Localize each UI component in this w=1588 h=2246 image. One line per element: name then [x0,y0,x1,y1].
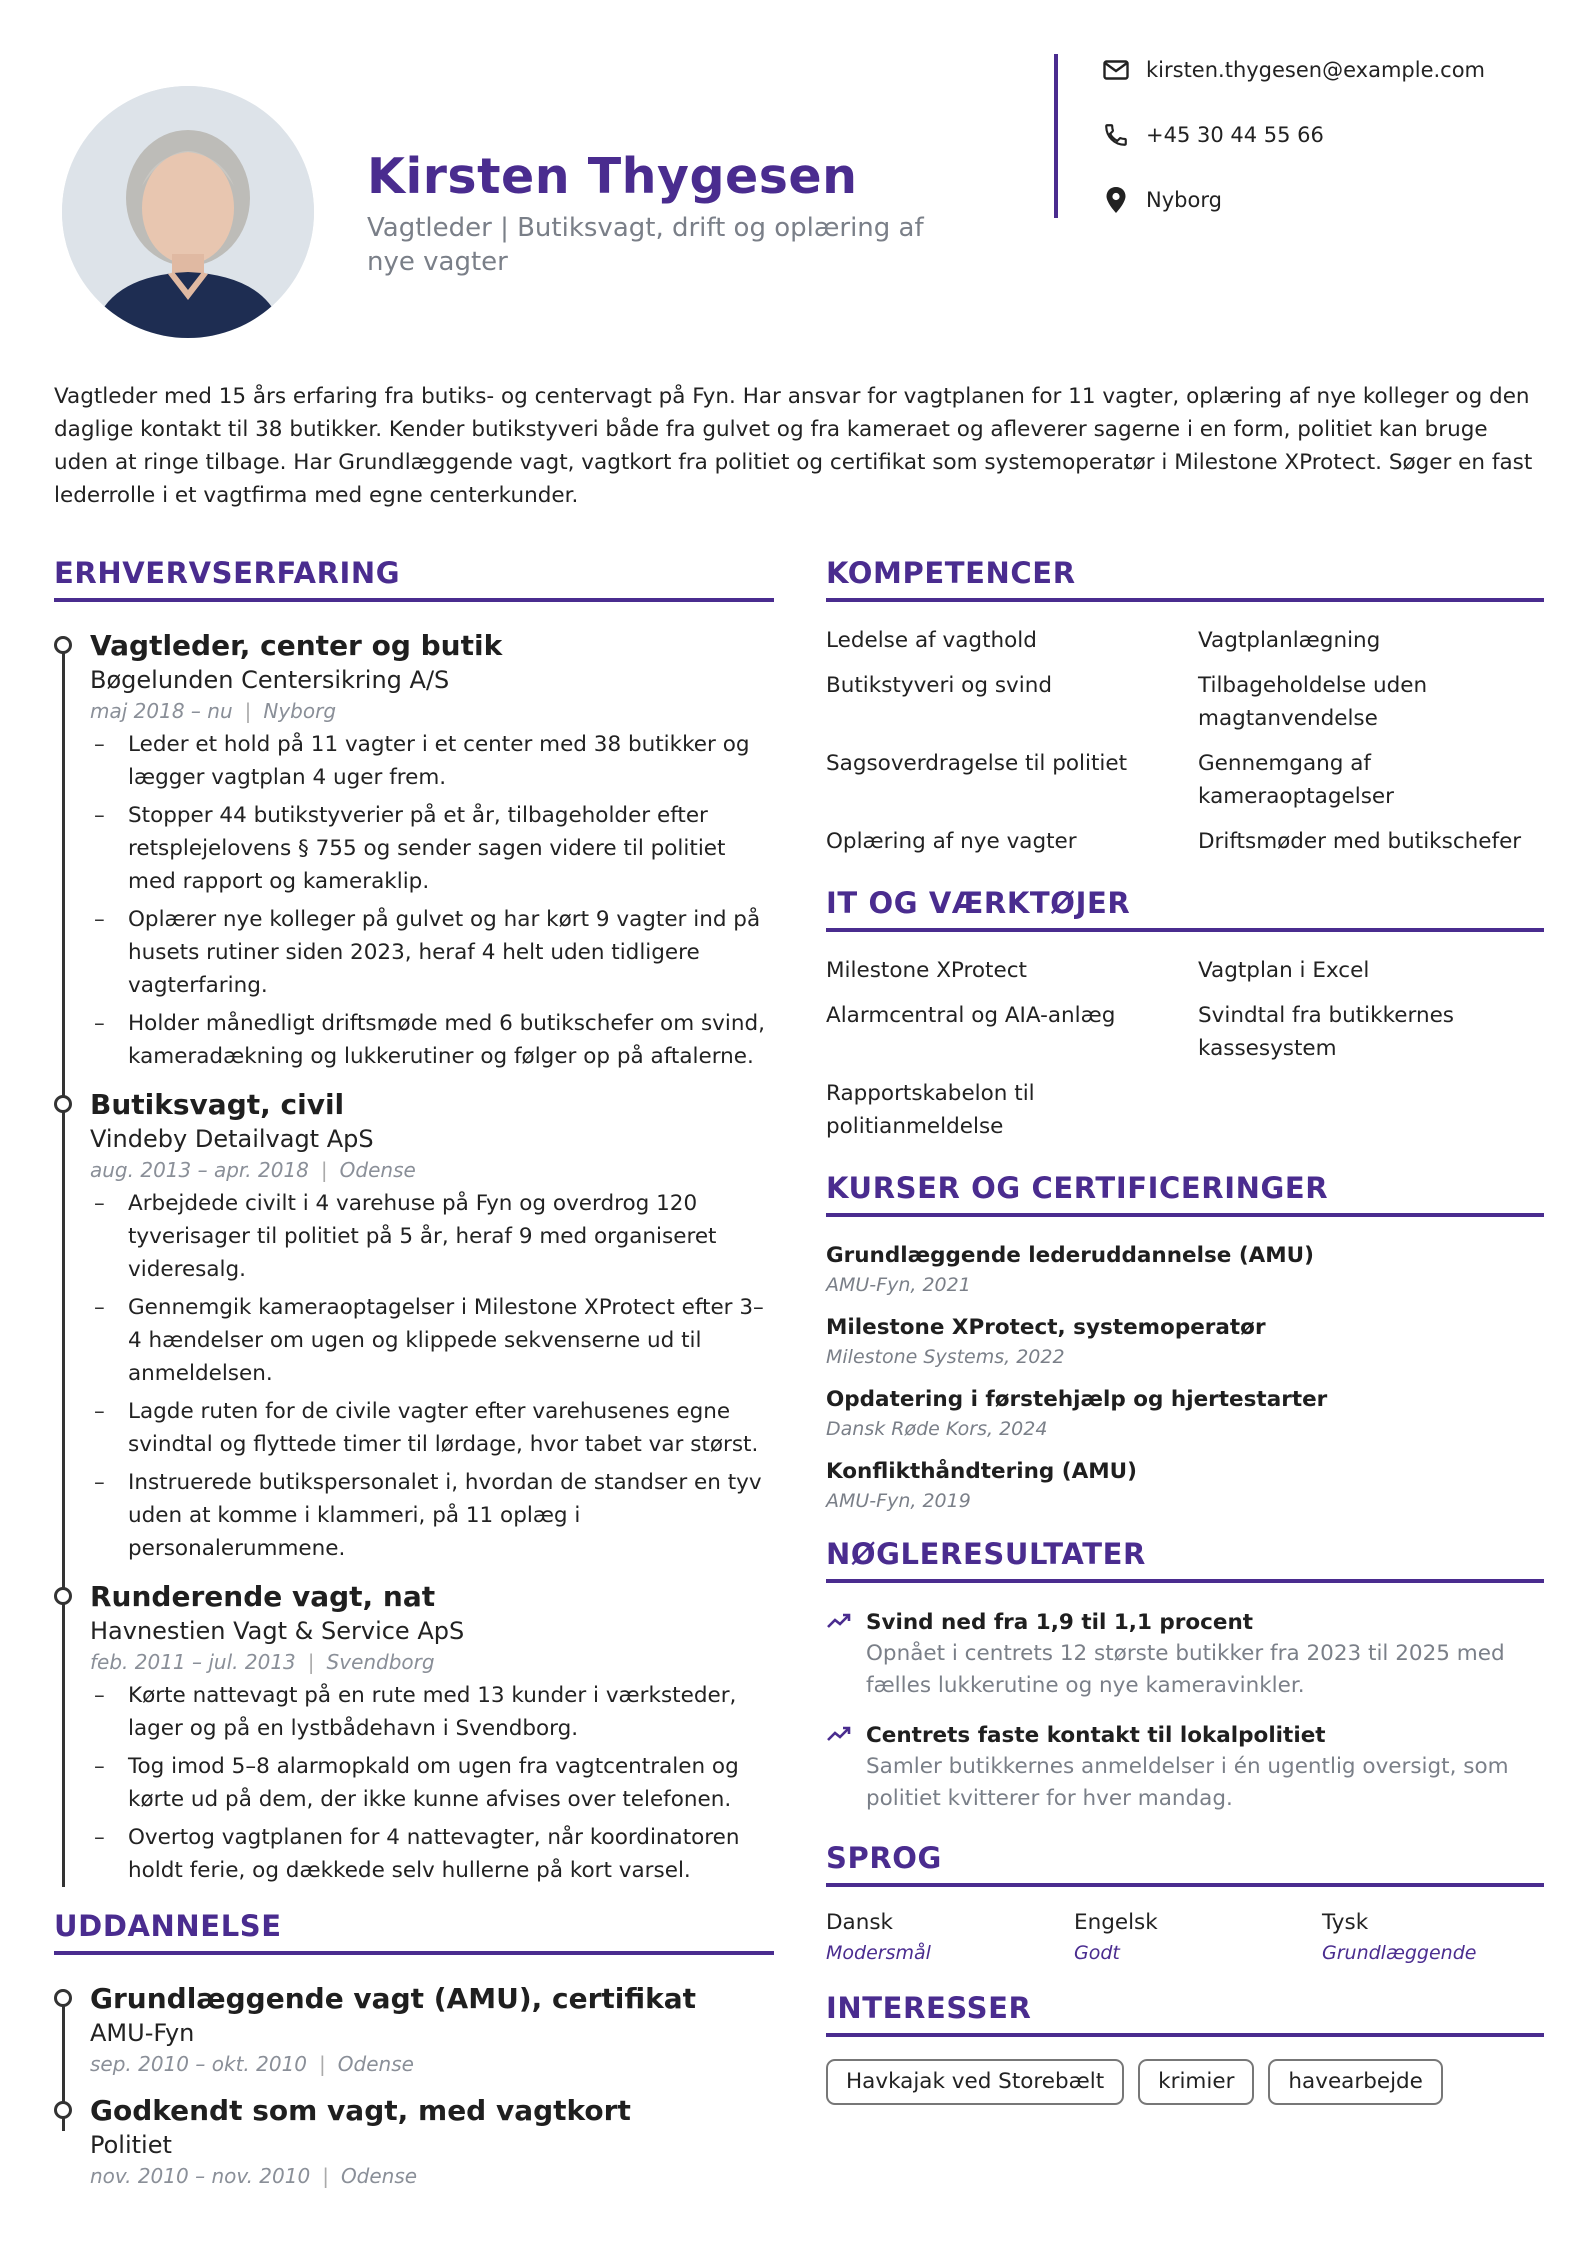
interest-chip: krimier [1138,2059,1254,2105]
phone-text: +45 30 44 55 66 [1146,123,1324,147]
job-entry [90,628,774,1073]
job-company: Bøgelunden Centersikring A/S [90,666,450,694]
course-meta: Dansk Røde Kors, 2024 [826,1418,1048,1440]
tool-item: Svindtal fra butikkernes kassesystem [1198,1003,1455,1061]
job-title: Vagtleder, center og butik [90,629,503,662]
skill-item: Vagtplanlægning [1198,628,1381,653]
result-title: Svind ned fra 1,9 til 1,1 procent [866,1610,1254,1635]
contact-list [1100,54,1485,249]
job-meta: maj 2018 – nu | Nyborg [90,699,337,723]
experience-heading: ERHVERVSERFARING [54,556,774,602]
bullet-item: – Arbejdede civilt i 4 varehuse på Fyn og overdrog 120 tyverisager til politiet på 5 år, heraf 9 med organiseret videresalg. [90,1187,774,1286]
languages-heading: SPROG [826,1841,1544,1887]
experience-timeline [54,628,774,1887]
education-entry [90,1981,774,2079]
course-name: Grundlæggende lederuddannelse (AMU) [826,1243,1314,1268]
bullet-item: – Oplærer nye kolleger på gulvet og har kørt 9 vagter ind på husets rutiner siden 2023, heraf 4 helt uden tidligere vagterfaring. [90,903,774,1002]
education-title: Godkendt som vagt, med vagtkort [90,2094,631,2127]
education-location: Odense [340,2164,418,2188]
education-dates: sep. 2010 – okt. 2010 [90,2052,308,2076]
courses-list [826,1241,1544,1515]
location-pin-icon [1100,184,1132,216]
phone-icon [1100,119,1132,151]
left-column [54,556,774,2205]
education-timeline [54,1981,774,2191]
result-item [826,1607,1544,1702]
timeline-dot [54,1095,72,1113]
bullet-item: – Overtog vagtplanen for 4 nattevagter, når koordinatoren holdt ferie, og dækkede selv hullerne på kort varsel. [90,1821,774,1887]
result-title: Centrets faste kontakt til lokalpolitiet [866,1723,1326,1748]
interest-chip: havearbejde [1268,2059,1443,2105]
language-item [1322,1907,1544,1967]
result-item [826,1720,1544,1815]
bullet-item: – Kørte nattevagt på en rute med 13 kunder i værksteder, lager og på en lystbådehavn i Svendborg. [90,1679,774,1745]
language-name: Engelsk [1074,1910,1158,1935]
skills-grid [826,624,1544,858]
skill-item: Oplæring af nye vagter [826,829,1077,854]
course-meta: AMU-Fyn, 2019 [826,1490,971,1512]
skills-heading: KOMPETENCER [826,556,1544,602]
headline: Vagtleder | Butiksvagt, drift og oplæring af nye vagter [367,213,924,277]
language-level: Godt [1074,1942,1120,1964]
skill-item: Gennemgang af kameraoptagelser [1198,751,1394,809]
job-entry [90,1087,774,1565]
results-list [826,1607,1544,1815]
tool-item: Milestone XProtect [826,958,1027,983]
skill-item: Tilbageholdelse uden magtanvendelse [1198,673,1428,731]
profile-summary: Vagtleder med 15 års erfaring fra butiks- og centervagt på Fyn. Har ansvar for vagtplanen for 11 vagter, oplæring af nye kolleger og den daglige kontakt til 38 butikker. Kender butikstyveri både fra gulvet og fra kameraet og afleverer sagerne i en form, politiet kan bruge uden at ringe tilbage. Har Grundlæggende vagt, vagtkort fra politiet og certifikat som systemoperatør i Milestone XProtect. Søger en fast lederrolle i et vagtfirma med egne centerkunder. [54,384,1533,508]
education-dates: nov. 2010 – nov. 2010 [90,2164,311,2188]
job-company: Havnestien Vagt & Service ApS [90,1617,465,1645]
skill-item: Sagsoverdragelse til politiet [826,751,1128,776]
skill-item: Driftsmøder med butikschefer [1198,829,1522,854]
portrait-image [62,86,314,338]
contact-location [1100,184,1485,216]
bullet-item: – Instruerede butikspersonalet i, hvordan de standser en tyv uden at komme i klammeri, på 11 oplæg i personalerummene. [90,1466,774,1565]
tool-item: Rapportskabelon til politianmeldelse [826,1081,1035,1139]
bullet-item: – Leder et hold på 11 vagter i et center med 38 butikker og lægger vagtplan 4 uger frem. [90,728,774,794]
job-company: Vindeby Detailvagt ApS [90,1125,374,1153]
timeline-dot [54,1989,72,2007]
right-column [826,556,1544,2105]
tools-heading: IT OG VÆRKTØJER [826,886,1544,932]
timeline-dot [54,1587,72,1605]
result-description: Samler butikkernes anmeldelser i én ugentlig oversigt, som politiet kvitterer for hver mandag. [866,1754,1509,1811]
course-item [826,1457,1544,1515]
job-dates: maj 2018 – nu [90,699,233,723]
education-title: Grundlæggende vagt (AMU), certifikat [90,1982,697,2015]
course-name: Opdatering i førstehjælp og hjertestarter [826,1387,1328,1412]
job-location: Svendborg [326,1650,435,1674]
timeline-line [62,642,65,1887]
location-text: Nyborg [1146,188,1222,212]
bullet-item: – Stopper 44 butikstyverier på et år, tilbageholder efter retsplejelovens § 755 og sender sagen videre til politiet med rapport og kameraklip. [90,799,774,898]
timeline-dot [54,2101,72,2119]
interests-list [826,2059,1544,2105]
skill-item: Butikstyveri og svind [826,673,1052,698]
education-heading: UDDANNELSE [54,1909,774,1955]
job-bullets [90,728,774,1073]
job-bullets [90,1679,774,1887]
courses-heading: KURSER OG CERTIFICERINGER [826,1171,1544,1217]
language-name: Tysk [1322,1910,1369,1935]
education-school: AMU-Fyn [90,2019,195,2047]
result-description: Opnået i centrets 12 største butikker fra 2023 til 2025 med fælles lukkerutine og nye kameravinkler. [866,1641,1505,1698]
results-heading: NØGLERESULTATER [826,1537,1544,1583]
language-level: Modersmål [826,1942,931,1964]
course-item [826,1241,1544,1299]
tool-item: Alarmcentral og AIA-anlæg [826,1003,1116,1028]
education-entry [90,2093,774,2191]
email-text: kirsten.thygesen@example.com [1146,58,1486,82]
course-item [826,1385,1544,1443]
bullet-item: – Lagde ruten for de civile vagter efter varehusenes egne svindtal og flyttede timer til lørdage, hvor tabet var størst. [90,1395,774,1461]
course-meta: AMU-Fyn, 2021 [826,1274,971,1296]
education-school: Politiet [90,2131,172,2159]
skill-item: Ledelse af vagthold [826,628,1037,653]
job-location: Odense [339,1158,416,1182]
timeline-dot [54,636,72,654]
bullet-item: – Tog imod 5–8 alarmopkald om ugen fra vagtcentralen og kørte ud på dem, der ikke kunne afvises over telefonen. [90,1750,774,1816]
contact-email[interactable] [1100,54,1485,86]
job-title: Butiksvagt, civil [90,1088,345,1121]
course-meta: Milestone Systems, 2022 [826,1346,1065,1368]
interest-chip: Havkajak ved Storebælt [826,2059,1124,2105]
course-name: Konflikthåndtering (AMU) [826,1459,1137,1484]
language-level: Grundlæggende [1322,1942,1477,1964]
contact-divider [1054,54,1058,218]
job-meta: aug. 2013 – apr. 2018 | Odense [90,1158,416,1182]
job-meta: feb. 2011 – jul. 2013 | Svendborg [90,1650,435,1674]
job-dates: aug. 2013 – apr. 2018 [90,1158,309,1182]
trend-up-icon [826,1611,852,1631]
job-bullets [90,1187,774,1565]
job-entry [90,1579,774,1887]
languages-grid [826,1907,1544,1967]
profile-photo [62,86,314,338]
language-item [826,1907,1074,1967]
tools-grid [826,954,1544,1143]
language-name: Dansk [826,1910,894,1935]
trend-up-icon [826,1724,852,1744]
interests-heading: INTERESSER [826,1991,1544,2037]
candidate-name: Kirsten Thygesen [367,148,858,205]
education-location: Odense [337,2052,414,2076]
job-location: Nyborg [263,699,337,723]
education-meta: nov. 2010 – nov. 2010 | Odense [90,2164,418,2188]
course-name: Milestone XProtect, systemoperatør [826,1315,1266,1340]
mail-icon [1100,54,1132,86]
job-title: Runderende vagt, nat [90,1580,436,1613]
bullet-item: – Gennemgik kameraoptagelser i Milestone XProtect efter 3–4 hændelser om ugen og klippede sekvenserne ud til anmeldelsen. [90,1291,774,1390]
tool-item: Vagtplan i Excel [1198,958,1370,983]
job-dates: feb. 2011 – jul. 2013 [90,1650,296,1674]
bullet-item: – Holder månedligt driftsmøde med 6 butikschefer om svind, kameradækning og lukkerutiner og følger op på aftalerne. [90,1007,774,1073]
language-item [1074,1907,1322,1967]
education-meta: sep. 2010 – okt. 2010 | Odense [90,2052,414,2076]
course-item [826,1313,1544,1371]
contact-phone[interactable] [1100,119,1485,151]
